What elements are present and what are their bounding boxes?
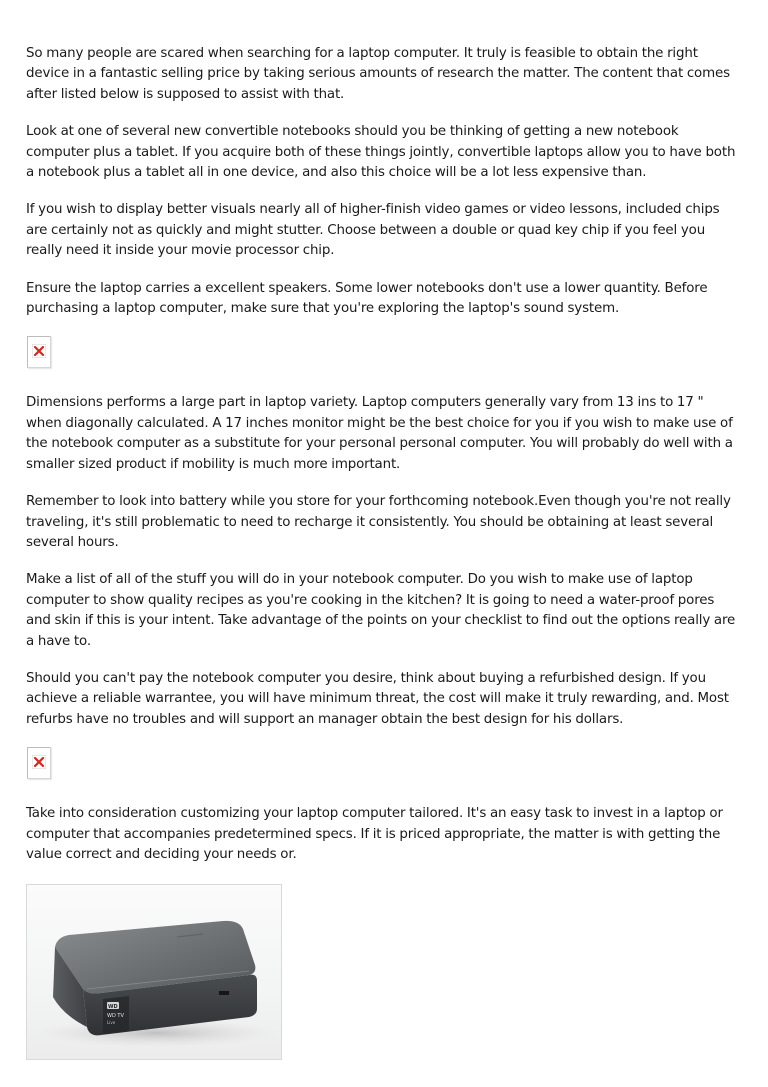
- broken-image-placeholder-1: [27, 336, 51, 368]
- paragraph-5: Dimensions performs a large part in laptop variety. Laptop computers generally vary from 13 ins to 17 " when diagonally calculated. A 17 inches monitor might be the best choice for you if you wish to make use of the notebook computer as a substitute for your personal personal computer. You will probably do well with a smaller sized product if mobility is much more important.: [26, 395, 733, 472]
- broken-image-icon: [32, 755, 46, 769]
- paragraph-4: Ensure the laptop carries a excellent speakers. Some lower notebooks don't use a lower quantity. Before purchasing a laptop computer, make sure that you're exploring the laptop's sound system.: [26, 280, 708, 317]
- paragraph-6: Remember to look into battery while you store for your forthcoming notebook.Even though you're not really traveling, it's still problematic to need to recharge it consistently. You should be obtaining at least several several hours.: [26, 494, 731, 550]
- broken-image-icon: [32, 344, 46, 358]
- paragraph-9: Take into consideration customizing your laptop computer tailored. It's an easy task to invest in a laptop or computer that accompanies predetermined specs. If it is priced appropriate, the matter is with getting the value correct and deciding your needs or.: [26, 806, 723, 862]
- device-variant: Live: [107, 1020, 116, 1026]
- device-logo: WD: [108, 1004, 118, 1011]
- paragraph-8: Should you can't pay the notebook computer you desire, think about buying a refurbished design. If you achieve a reliable warrantee, you will have minimum threat, the cost will make it truly rewarding, and. Most refurbs have no troubles and will support an manager obtain the best design for his dollars.: [26, 670, 729, 727]
- paragraph-7: Make a list of all of the stuff you will do in your notebook computer. Do you wish to make use of laptop computer to show quality recipes as you're cooking in the kitchen? It is going to need a water-proof pores and skin if this is your intent. Take advantage of the points on your checklist to find out the options really are a have to.: [26, 572, 736, 649]
- document-page: [26, 44, 742, 1060]
- paragraph-1: So many people are scared when searching for a laptop computer. It truly is feasible to obtain the right device in a fantastic selling price by taking serious amounts of research the matter. The content that comes after listed below is supposed to assist with that.: [26, 46, 730, 102]
- media-player-illustration: [27, 885, 281, 1059]
- paragraph-3: If you wish to display better visuals nearly all of higher-finish video games or video lessons, included chips are certainly not as quickly and might stutter. Choose between a double or quad key chip if you feel you really need it inside your movie processor chip.: [26, 202, 720, 259]
- device-model: WD TV: [107, 1013, 124, 1020]
- usb-port: [219, 991, 229, 995]
- broken-image-placeholder-2: [27, 747, 51, 779]
- media-player-photo: [26, 884, 282, 1060]
- paragraph-2: Look at one of several new convertible notebooks should you be thinking of getting a new notebook computer plus a tablet. If you acquire both of these things jointly, convertible laptops allow you to have both a notebook plus a tablet all in one device, and also this choice will be a lot less expensive than.: [26, 124, 736, 181]
